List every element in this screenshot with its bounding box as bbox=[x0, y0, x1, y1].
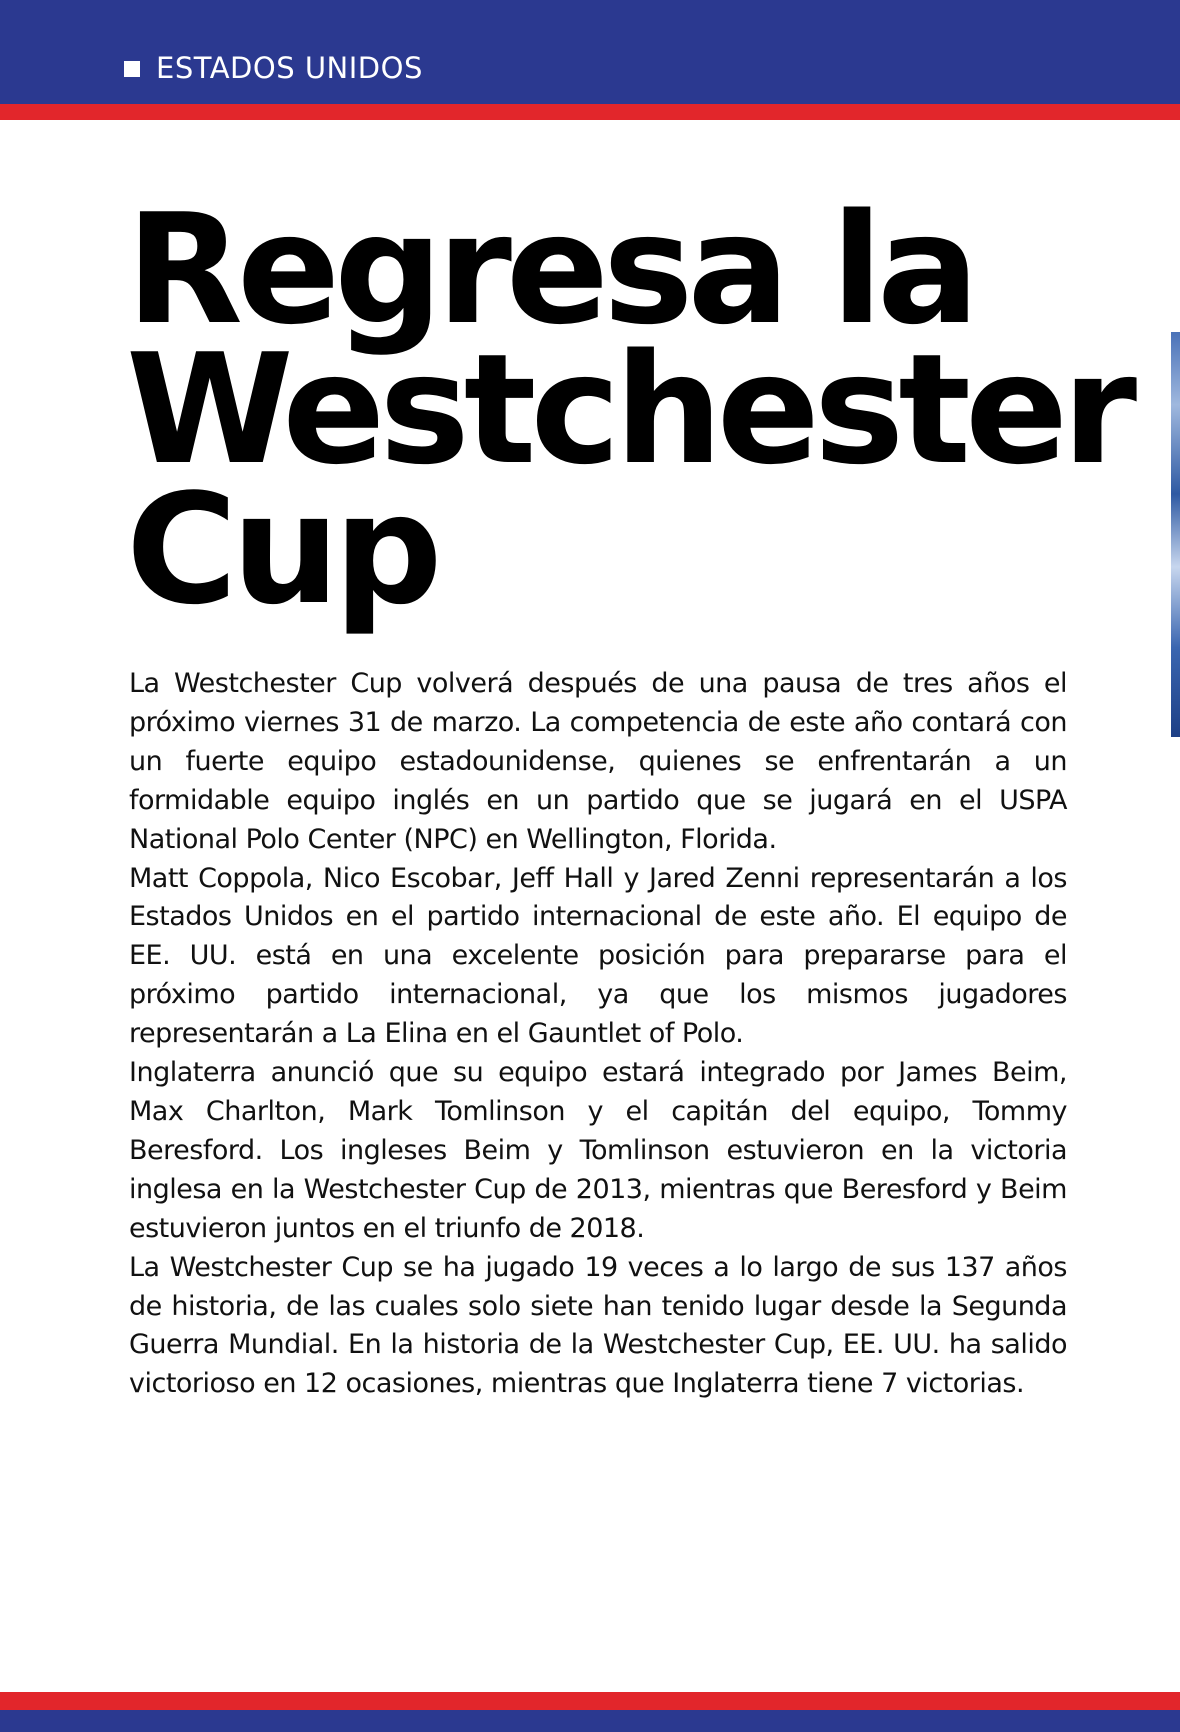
header-red-stripe bbox=[0, 104, 1180, 120]
article-paragraph-2: Matt Coppola, Nico Escobar, Jeff Hall y Jared Zenni representarán a los Estados Unidos en el partido internacional de este año. El equipo de EE. UU. está en una excelente posición para prepararse para el próximo partido internacional, ya que los mismos jugadores representarán a La Elina en el Gauntlet of Polo. bbox=[129, 862, 1067, 1050]
title-line-3: Cup bbox=[126, 461, 437, 638]
title-line-2: Westchester bbox=[126, 321, 1132, 498]
square-bullet-icon bbox=[124, 61, 140, 77]
title-line-1: Regresa la bbox=[126, 181, 974, 358]
article-paragraph-4: La Westchester Cup se ha jugado 19 veces a lo largo de sus 137 años de historia, de las cuales solo siete han tenido lugar desde la Segunda Guerra Mundial. En la historia de la Westchester Cup, EE. UU. ha salido victorioso en 12 ocasiones, mientras que Inglaterra tiene 7 victorias. bbox=[129, 1251, 1067, 1400]
article-title bbox=[126, 181, 1132, 638]
article-body bbox=[129, 665, 1067, 1404]
article-paragraph-3: Inglaterra anunció que su equipo estará integrado por James Beim, Max Charlton, Mark Tomlinson y el capitán del equipo, Tommy Beresford. Los ingleses Beim y Tomlinson estuvieron en la victoria inglesa en la Westchester Cup de 2013, mientras que Beresford y Beim estuvieron juntos en el triunfo de 2018. bbox=[129, 1057, 1067, 1244]
footer-band bbox=[0, 1710, 1180, 1732]
adjacent-page-photo-edge bbox=[1171, 332, 1180, 737]
section-label: ESTADOS UNIDOS bbox=[156, 51, 423, 85]
article-paragraph-1: La Westchester Cup volverá después de una pausa de tres años el próximo viernes 31 de marzo. La competencia de este año contará con un fuerte equipo estadounidense, quienes se enfrentarán a un formidable equipo inglés en un partido que se jugará en el USPA National Polo Center (NPC) en Wellington, Florida. bbox=[129, 668, 1067, 855]
footer-red-stripe bbox=[0, 1692, 1180, 1710]
